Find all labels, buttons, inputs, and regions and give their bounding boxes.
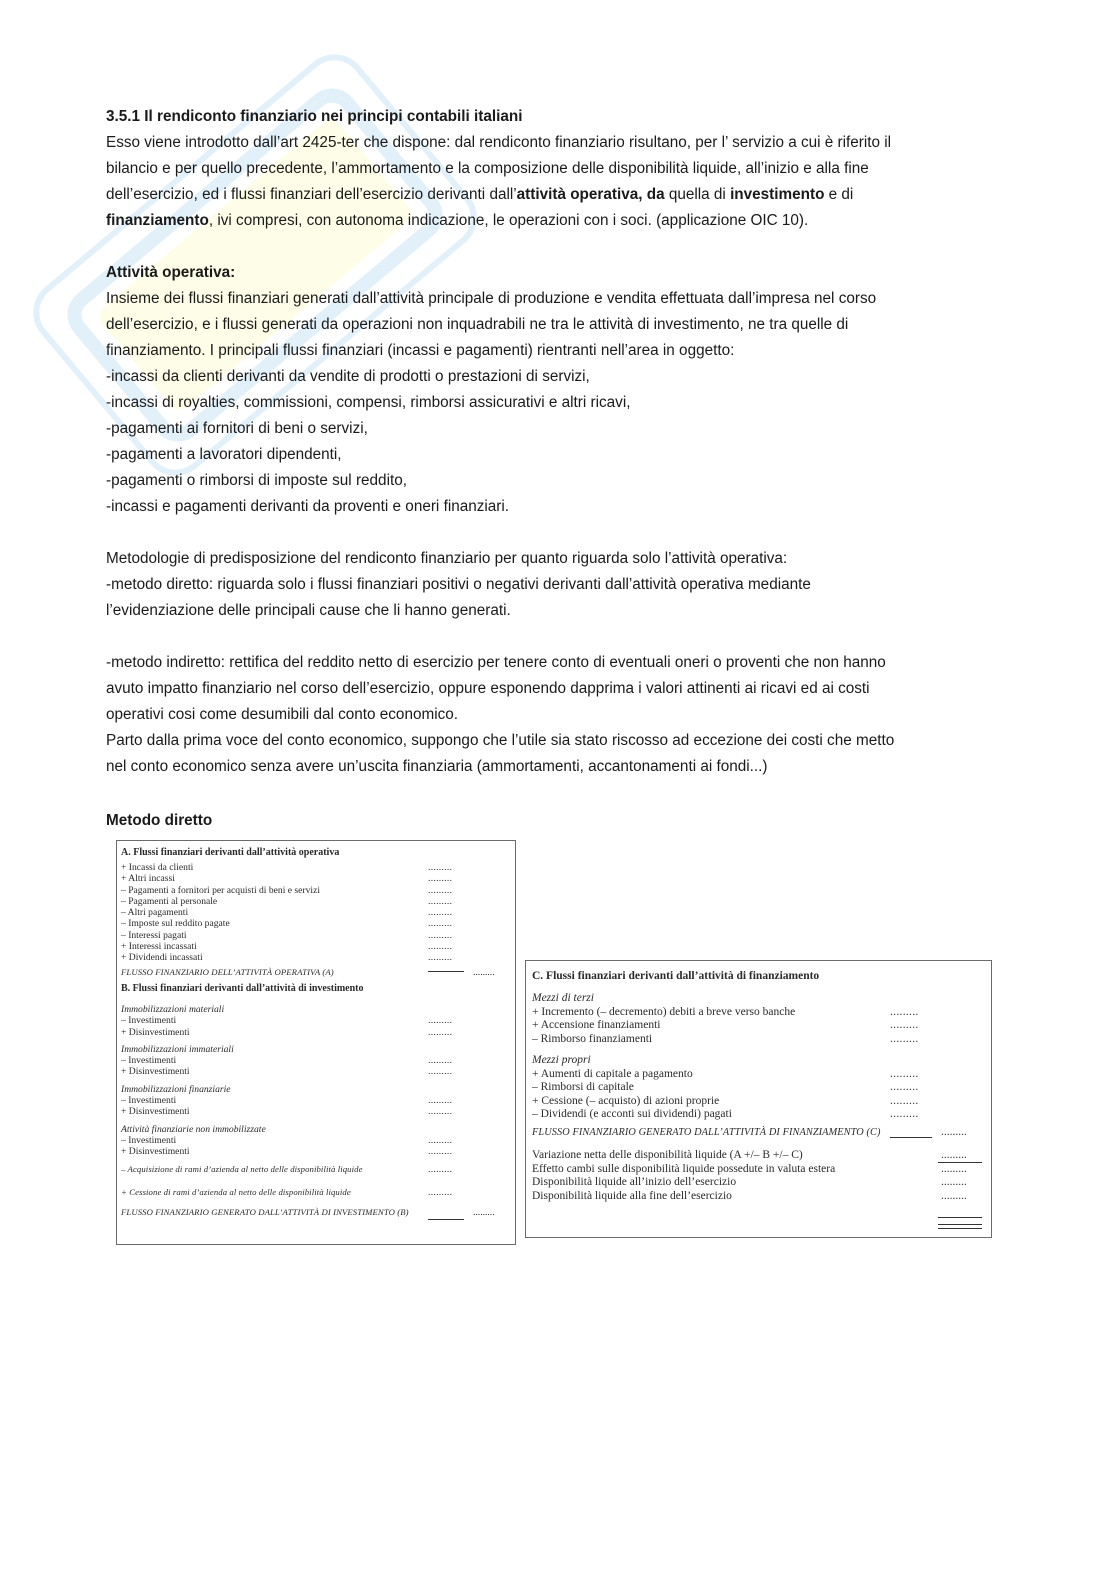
row-label: + Incassi da clienti — [121, 862, 194, 873]
row-value: ......... — [890, 1019, 919, 1031]
total-value: ......... — [941, 1125, 967, 1138]
table-row — [526, 1095, 991, 1109]
row-label: Effetto cambi sulle disponibilità liquide possedute in valuta estera — [532, 1162, 836, 1175]
row-value: ......... — [428, 1015, 453, 1027]
group-label: Immobilizzazioni materiali — [121, 1003, 225, 1015]
operativa-line: Insieme dei flussi finanziari generati dall’attività principale di produzione e vendita effettuata dall’impresa nel corso — [106, 290, 877, 307]
list-item: -incassi e pagamenti derivanti da proventi e oneri finanziari. — [106, 498, 510, 515]
table-row — [117, 873, 515, 884]
group-label: Immobilizzazioni finanziarie — [121, 1083, 231, 1095]
table-row — [117, 896, 515, 907]
row-value: ......... — [428, 929, 453, 941]
row-label: – Rimborsi di capitale — [532, 1081, 634, 1093]
row-value: ......... — [941, 1189, 967, 1202]
row-label: – Investimenti — [121, 1134, 177, 1146]
row-label: + Disinvestimenti — [121, 1026, 190, 1038]
operativa-list — [106, 364, 1006, 520]
row-label: + Disinvestimenti — [121, 1066, 190, 1078]
indiretto-line: -metodo indiretto: rettifica del reddito netto di esercizio per tenere conto di eventuali oneri o proventi che non hanno — [106, 654, 886, 671]
table-row — [526, 1019, 991, 1033]
row-label: – Rimborso finanziamenti — [532, 1032, 653, 1045]
row-label: Disponibilità liquide all’inizio dell’esercizio — [532, 1176, 737, 1188]
table-finanziamento — [525, 960, 992, 1238]
metodologie-line: l’evidenziazione delle principali cause che li hanno generati. — [106, 602, 511, 619]
intro-text: dell’esercizio, ed i flussi finanziari dell’esercizio derivanti dall’ — [106, 186, 517, 203]
table-row — [117, 1055, 515, 1066]
row-label: – Altri pagamenti — [121, 907, 189, 919]
table-row — [117, 1015, 515, 1026]
row-value: ......... — [428, 862, 453, 873]
row-value: ......... — [890, 1094, 919, 1107]
row-value: ......... — [890, 1005, 919, 1018]
table-row — [117, 907, 515, 918]
summary-row — [526, 1176, 991, 1190]
row-value: ......... — [428, 1066, 453, 1078]
table-row — [117, 862, 515, 873]
row-label: + Aumenti di capitale a pagamento — [532, 1067, 693, 1080]
intro-bold-investimento: investimento — [730, 186, 825, 203]
row-value: ......... — [428, 1186, 453, 1198]
list-item: -pagamenti o rimborsi di imposte sul reddito, — [106, 472, 407, 489]
summary-row — [526, 1190, 991, 1204]
row-label: + Accensione finanziamenti — [532, 1019, 661, 1031]
list-item: -pagamenti a lavoratori dipendenti, — [106, 446, 342, 463]
summary-row — [526, 1149, 991, 1163]
table-row — [117, 1146, 515, 1157]
intro-text: , ivi compresi, con autonoma indicazione, le operazioni con i soci. (applicazione OIC 10). — [208, 212, 809, 229]
table-row — [117, 941, 515, 952]
metodo-diretto-title: Metodo diretto — [106, 812, 213, 829]
section-title: 3.5.1 Il rendiconto finanziario nei principi contabili italiani — [106, 108, 523, 125]
row-value: ......... — [941, 1162, 967, 1175]
table-row — [117, 1027, 515, 1038]
total-label: FLUSSO FINANZIARIO GENERATO DALL’ATTIVITÀ DI FINANZIAMENTO (C) — [532, 1126, 881, 1138]
operativa-line: finanziamento. I principali flussi finanziari (incassi e pagamenti) rientranti nell’area in oggetto: — [106, 342, 735, 359]
group-label: Mezzi propri — [532, 1054, 591, 1066]
row-label: + Incremento (– decremento) debiti a breve verso banche — [532, 1005, 796, 1018]
table-row — [117, 952, 515, 963]
row-label: + Interessi incassati — [121, 941, 197, 953]
row-label: – Pagamenti al personale — [121, 895, 218, 907]
group-label: Mezzi di terzi — [532, 992, 594, 1004]
indiretto-line: nel conto economico senza avere un’uscita finanziaria (ammortamenti, accantonamenti ai fondi...) — [106, 758, 768, 775]
table-row — [117, 885, 515, 896]
metodologie-line: Metodologie di predisposizione del rendiconto finanziario per quanto riguarda solo l’attività operativa: — [106, 550, 788, 567]
table-row — [117, 1106, 515, 1117]
intro-bold-finanziamento: finanziamento — [106, 212, 209, 229]
intro-line-1: Esso viene introdotto dall’art 2425-ter che dispone: dal rendiconto finanziario risultano, per l’ servizio a cui è riferito il — [106, 134, 892, 151]
row-value: ......... — [428, 1106, 453, 1118]
table-row — [526, 1081, 991, 1095]
intro-text: quella di — [664, 186, 731, 203]
table-row — [526, 1068, 991, 1082]
table-a-title: A. Flussi finanziari derivanti dall’attività operativa — [121, 847, 340, 858]
summary-row — [526, 1163, 991, 1177]
table-row — [117, 1095, 515, 1106]
row-label: – Dividendi (e acconti sui dividendi) pagati — [532, 1108, 732, 1120]
row-label: Disponibilità liquide alla fine dell’esercizio — [532, 1189, 732, 1202]
row-value: ......... — [428, 1146, 453, 1158]
table-row — [117, 1066, 515, 1077]
row-value: ......... — [890, 1032, 919, 1045]
list-item: -incassi da clienti derivanti da vendite di prodotti o prestazioni di servizi, — [106, 368, 590, 385]
table-row — [117, 930, 515, 941]
intro-bold-operativa: attività operativa, da — [516, 186, 665, 203]
table-b-title: B. Flussi finanziari derivanti dall’attività di investimento — [121, 982, 364, 994]
table-total-row — [117, 967, 515, 978]
table-row — [526, 1033, 991, 1047]
intro-text: e di — [824, 186, 854, 203]
intro-line-4 — [106, 208, 1006, 234]
row-value: ......... — [428, 895, 453, 907]
row-label: + Disinvestimenti — [121, 1146, 190, 1158]
indiretto-line: avuto impatto finanziario nel corso dell’esercizio, oppure esponendo dapprima i valori attinenti ai ricavi ed ai costi — [106, 680, 870, 697]
table-operativa-investimento — [116, 840, 516, 1245]
row-label: – Pagamenti a fornitori per acquisti di beni e servizi — [121, 884, 321, 896]
row-value: ......... — [428, 1095, 453, 1107]
row-label: – Imposte sul reddito pagate — [121, 918, 230, 930]
row-value: ......... — [890, 1067, 919, 1080]
row-label: – Investimenti — [121, 1095, 177, 1107]
table-total-row — [117, 1207, 515, 1218]
table-row — [117, 1164, 515, 1175]
row-label: – Investimenti — [121, 1055, 177, 1067]
row-value: ......... — [428, 1026, 453, 1038]
table-row — [117, 918, 515, 929]
row-value: ......... — [941, 1176, 967, 1188]
row-value: ......... — [428, 941, 453, 953]
row-value: ......... — [428, 884, 453, 896]
subtotal-rule — [428, 1219, 464, 1220]
indiretto-line: Parto dalla prima voce del conto economico, suppongo che l’utile sia stato riscosso ad eccezione dei costi che metto — [106, 732, 895, 749]
row-label: + Cessione (– acquisto) di azioni proprie — [532, 1094, 720, 1107]
operativa-line: dell’esercizio, e i flussi generati da operazioni non inquadrabili ne tra le attività di investimento, ne tra quelle di — [106, 316, 849, 333]
row-value: ......... — [428, 952, 453, 964]
row-value: ......... — [890, 1081, 919, 1093]
table-row — [526, 1006, 991, 1020]
total-label: FLUSSO FINANZIARIO GENERATO DALL’ATTIVITÀ DI INVESTIMENTO (B) — [121, 1207, 409, 1218]
total-value: ......... — [473, 1207, 495, 1219]
row-value: ......... — [428, 1134, 453, 1146]
metodologie-line: -metodo diretto: riguarda solo i flussi finanziari positivi o negativi derivanti dall’attività operativa mediante — [106, 576, 811, 593]
table-row — [117, 1135, 515, 1146]
list-item: -pagamenti ai fornitori di beni o servizi, — [106, 420, 368, 437]
row-label: Variazione netta delle disponibilità liquide (A +/– B +/– C) — [532, 1149, 803, 1161]
intro-line-2: bilancio e per quello precedente, l’ammortamento e la composizione delle disponibilità liquide, all’inizio e alla fine — [106, 160, 869, 177]
row-label: + Cessione di rami d’azienda al netto delle disponibilità liquide — [121, 1186, 351, 1197]
intro-line-3 — [106, 182, 1006, 208]
row-value: ......... — [428, 873, 453, 885]
row-value: ......... — [890, 1108, 919, 1120]
table-c-title: C. Flussi finanziari derivanti dall’attività di finanziamento — [532, 970, 820, 982]
total-value: ......... — [473, 966, 495, 978]
row-value: ......... — [428, 1055, 453, 1067]
indiretto-line: operativi cosi come desumibili dal conto economico. — [106, 706, 459, 723]
row-label: + Dividendi incassati — [121, 952, 203, 964]
total-label: FLUSSO FINANZIARIO DELL’ATTIVITÀ OPERATIVA (A) — [121, 966, 334, 977]
list-item: -incassi di royalties, commissioni, compensi, rimborsi assicurativi e altri ricavi, — [106, 394, 631, 411]
table-row — [117, 1187, 515, 1198]
subtotal-rule — [938, 1217, 982, 1218]
row-label: – Interessi pagati — [121, 929, 187, 941]
row-value: ......... — [941, 1149, 967, 1161]
row-label: – Investimenti — [121, 1015, 177, 1027]
group-label: Attività finanziarie non immobilizzate — [121, 1123, 266, 1135]
row-label: – Acquisizione di rami d’azienda al netto delle disponibilità liquide — [121, 1163, 363, 1174]
group-label: Immobilizzazioni immateriali — [121, 1043, 234, 1055]
document-body — [106, 104, 1006, 780]
double-rule — [938, 1224, 982, 1229]
row-value: ......... — [428, 1163, 453, 1175]
operativa-heading: Attività operativa: — [106, 264, 236, 281]
row-label: + Altri incassi — [121, 873, 175, 885]
table-row — [526, 1108, 991, 1122]
row-label: + Disinvestimenti — [121, 1106, 190, 1118]
row-value: ......... — [428, 918, 453, 930]
row-value: ......... — [428, 907, 453, 919]
table-total-row — [526, 1126, 991, 1140]
